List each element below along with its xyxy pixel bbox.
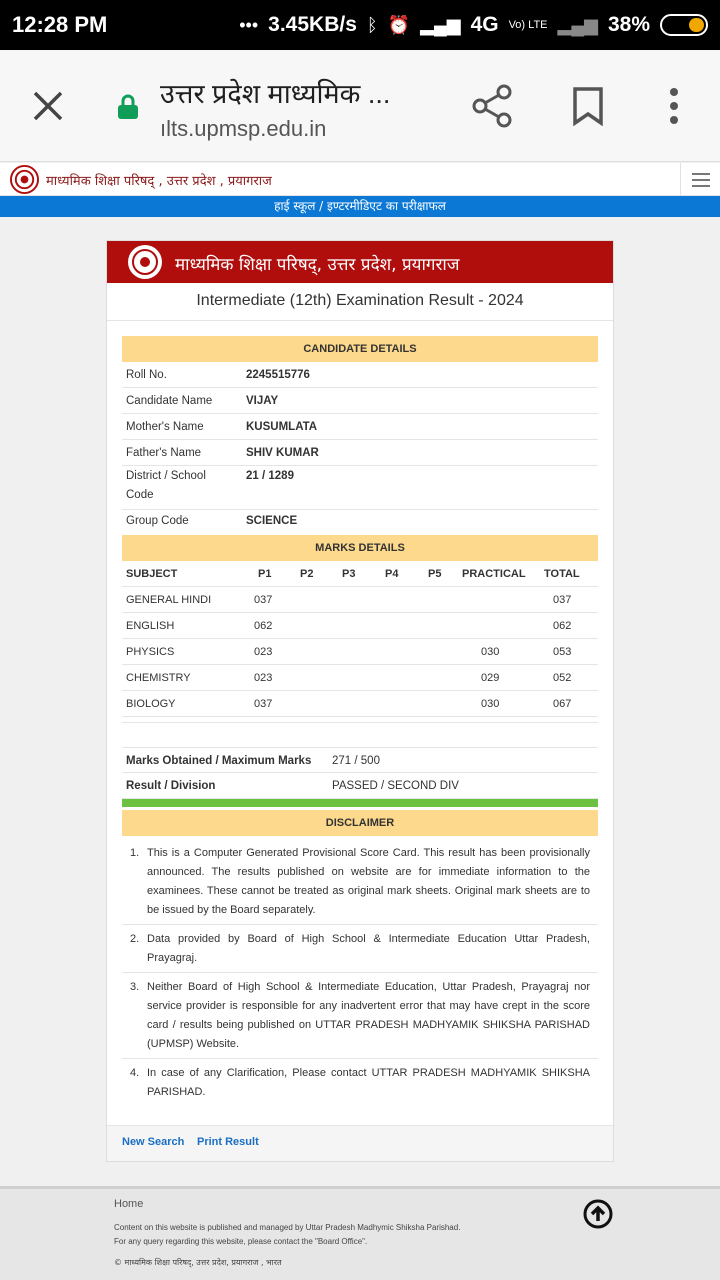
footer-home-link[interactable]: Home (114, 1198, 144, 1210)
footer-copyright: © माध्यमिक शिक्षा परिषद्, उत्तर प्रदेश, प्रयागराज , भारत (114, 1258, 282, 1267)
battery-percent: 38% (607, 13, 650, 36)
father-name: SHIV KUMAR (246, 447, 319, 459)
p1-mark: 062 (254, 620, 273, 632)
candidate-details-header: CANDIDATE DETAILS (122, 336, 598, 362)
card-actions (107, 1125, 613, 1161)
col-p1: P1 (258, 568, 272, 580)
candidate-row (122, 388, 598, 414)
disclaimer-header: DISCLAIMER (122, 810, 598, 836)
share-icon[interactable] (470, 84, 514, 128)
board-emblem-icon (127, 244, 163, 280)
candidate-row (122, 362, 598, 388)
marks-row (122, 691, 598, 717)
subject-name: ENGLISH (126, 620, 175, 632)
status-bar (0, 0, 720, 50)
print-result-link[interactable]: Print Result (197, 1136, 259, 1148)
candidate-row (122, 466, 598, 510)
result-divider (122, 799, 598, 807)
marks-details-header: MARKS DETAILS (122, 535, 598, 561)
col-p4: P4 (385, 568, 399, 580)
page-footer (0, 1186, 720, 1280)
candidate-row (122, 440, 598, 466)
candidate-row (122, 510, 598, 536)
disclaimer-item (122, 839, 598, 925)
candidate-name: VIJAY (246, 395, 279, 407)
field-label: Father's Name (126, 447, 202, 459)
total-mark: 053 (553, 646, 572, 658)
net-speed: 3.45KB/s (268, 13, 357, 36)
roll-number: 2245515776 (246, 369, 310, 381)
item-text: Data provided by Board of High School & Intermediate Education Uttar Pradesh, Prayagraj. (147, 933, 590, 964)
board-logo-icon (10, 165, 39, 194)
district-school-code: 21 / 1289 (246, 470, 294, 482)
col-total: TOTAL (544, 568, 580, 580)
marks-table-header (122, 561, 598, 587)
field-label: Roll No. (126, 369, 167, 381)
footer-info-line: For any query regarding this website, please contact the "Board Office". (114, 1237, 368, 1246)
page-title[interactable]: उत्तर प्रदेश माध्यमिक ... (160, 79, 391, 109)
field-label: District / School Code (126, 470, 206, 501)
practical-mark: 030 (481, 698, 500, 710)
marks-row (122, 639, 598, 665)
marks-summary-row (122, 747, 598, 773)
result-value: PASSED / SECOND DIV (332, 780, 459, 792)
battery-icon (660, 14, 708, 36)
total-mark: 067 (553, 698, 572, 710)
total-mark: 062 (553, 620, 572, 632)
volte-icon: Vo) LTE (508, 18, 548, 31)
disclaimer-item (122, 925, 598, 973)
col-p2: P2 (300, 568, 314, 580)
scroll-top-icon[interactable] (583, 1199, 613, 1229)
field-label: Group Code (126, 515, 189, 527)
result-card (106, 240, 614, 1162)
p1-mark: 023 (254, 672, 273, 684)
subject-name: CHEMISTRY (126, 672, 191, 684)
item-number: 4. (130, 1067, 140, 1079)
item-number: 2. (130, 933, 140, 945)
p1-mark: 037 (254, 698, 273, 710)
footer-info (114, 1221, 460, 1249)
status-right (239, 13, 708, 37)
signal-icon: ▂▄▆ (420, 14, 461, 35)
more-vert-icon[interactable] (664, 86, 684, 126)
lock-icon (117, 94, 139, 120)
marks-obtained-label: Marks Obtained / Maximum Marks (126, 755, 312, 767)
result-row (122, 773, 598, 799)
bookmark-icon[interactable] (572, 86, 604, 126)
exam-title: Intermediate (12th) Examination Result - 2024 (107, 283, 613, 321)
footer-info-line: Content on this website is published and managed by Uttar Pradesh Madhymic Shiksha Parishad. (114, 1223, 461, 1232)
signal-2-icon: ▂▄▆ (557, 14, 598, 35)
field-label: Candidate Name (126, 395, 213, 407)
col-p3: P3 (342, 568, 356, 580)
subnav-bar[interactable]: हाई स्कूल / इण्टरमीडिएट का परीक्षाफल (0, 196, 720, 217)
marks-spacer-row (122, 717, 598, 723)
item-number: 3. (130, 981, 140, 993)
item-text: This is a Computer Generated Provisional Score Card. This result has been provisionally announced. The results published on website are for immediate information to the examinees. These cannot be treated as original mark sheets. Original mark sheets are to be issued by the Board separately. (147, 847, 590, 916)
result-label: Result / Division (126, 780, 216, 792)
marks-row (122, 665, 598, 691)
group-code: SCIENCE (246, 515, 298, 527)
subject-name: PHYSICS (126, 646, 175, 658)
col-p5: P5 (428, 568, 442, 580)
subject-name: GENERAL HINDI (126, 594, 212, 606)
banner-title: माध्यमिक शिक्षा परिषद्, उत्तर प्रदेश, प्रयागराज (175, 255, 460, 275)
alarm-off-icon: ⏰ (387, 14, 411, 35)
site-name[interactable]: माध्यमिक शिक्षा परिषद् , उत्तर प्रदेश , प्रयागराज (46, 174, 272, 189)
marks-obtained-value: 271 / 500 (332, 755, 380, 767)
col-subject: SUBJECT (126, 568, 178, 580)
site-header (0, 163, 720, 196)
item-text: In case of any Clarification, Please contact UTTAR PRADESH MADHYAMIK SHIKSHA PARISHAD. (147, 1067, 590, 1098)
browser-toolbar (0, 50, 720, 162)
marks-row (122, 587, 598, 613)
menu-icon[interactable] (680, 163, 720, 196)
new-search-link[interactable]: New Search (122, 1136, 185, 1148)
candidate-row (122, 414, 598, 440)
item-number: 1. (130, 847, 140, 859)
marks-row (122, 613, 598, 639)
subject-name: BIOLOGY (126, 698, 176, 710)
col-practical: PRACTICAL (462, 568, 526, 580)
card-banner (107, 241, 613, 283)
disclaimer-list (122, 839, 598, 1106)
url-bar[interactable]: ılts.upmsp.edu.in (160, 116, 327, 141)
field-label: Mother's Name (126, 421, 204, 433)
practical-mark: 030 (481, 646, 500, 658)
practical-mark: 029 (481, 672, 500, 684)
total-mark: 037 (553, 594, 572, 606)
bluetooth-icon: ᛒ (366, 14, 378, 35)
status-time: 12:28 PM (12, 12, 108, 37)
item-text: Neither Board of High School & Intermediate Education, Uttar Pradesh, Prayagraj nor service provider is responsible for any inadvertent error that may have crept in the score card / results being published on UTTAR PRADESH MADHYAMIK SHIKSHA PARISHAD (UPMSP) Website. (147, 981, 590, 1050)
total-mark: 052 (553, 672, 572, 684)
disclaimer-item (122, 1059, 598, 1106)
p1-mark: 023 (254, 646, 273, 658)
mother-name: KUSUMLATA (246, 421, 318, 433)
disclaimer-item (122, 973, 598, 1059)
more-notifications-icon: ••• (239, 14, 259, 35)
network-type: 4G (470, 13, 499, 36)
p1-mark: 037 (254, 594, 273, 606)
close-icon[interactable] (30, 88, 66, 124)
